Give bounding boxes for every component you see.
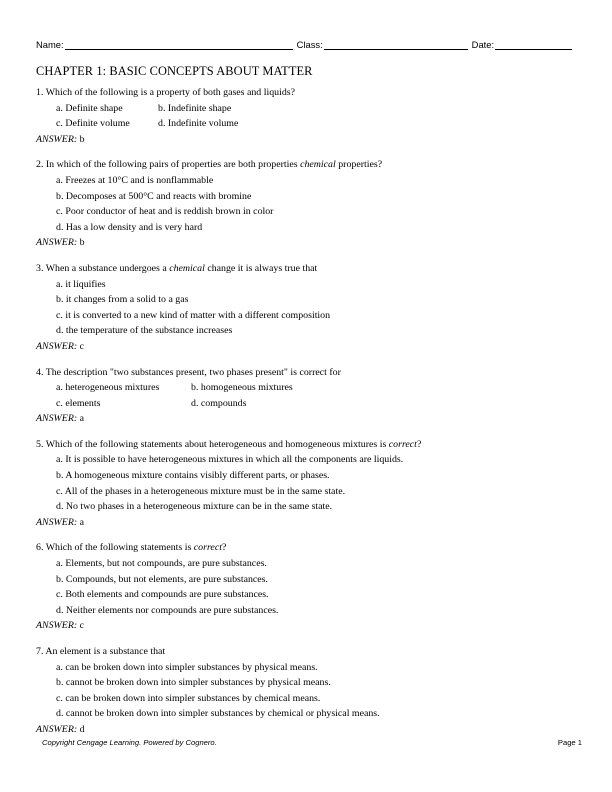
answer-value: c [79,620,84,632]
answer-value: a [79,413,84,425]
answer-line [36,618,578,634]
answer-line [36,132,578,148]
answer-line [36,411,578,427]
answer-label: ANSWER: [36,723,78,735]
question-stem: 4. The description "two substances present, two phases present" is correct for [36,366,341,378]
answer-label: ANSWER: [36,340,78,352]
option-b: b. A homogeneous mixture contains visibly different parts, or phases. [56,470,330,482]
answer-label: ANSWER: [36,413,78,425]
option-b: b. Compounds, but not elements, are pure substances. [56,573,268,585]
answer-label: ANSWER: [36,516,78,528]
question-2 [36,157,578,251]
option-c: c. Both elements and compounds are pure substances. [56,589,269,601]
option-c: c. elements [56,397,101,409]
question-stem: 1. Which of the following is a property of both gases and liquids? [36,87,295,98]
option-d: d. cannot be broken down into simpler substances by chemical or physical means. [56,708,380,720]
class-blank-line[interactable] [324,38,468,50]
answer-value: d [79,723,85,735]
answer-label: ANSWER: [36,133,78,145]
answer-label: ANSWER: [36,620,78,632]
question-6 [36,540,578,634]
date-label: Date: [471,39,495,50]
answer-label: ANSWER: [36,237,78,249]
option-row [36,396,578,412]
answer-value: a [79,516,84,528]
name-blank-line[interactable] [65,38,293,50]
option-a: a. Elements, but not compounds, are pure substances. [56,558,267,570]
option-row [36,101,578,117]
date-blank-line[interactable] [495,38,572,50]
question-4 [36,365,578,427]
question-3 [36,261,578,355]
worksheet-page [36,36,578,738]
option-d: d. Indefinite volume [158,118,239,130]
student-info-header [36,36,578,50]
option-d: d. Has a low density and is very hard [56,221,203,233]
option-b: b. Decomposes at 500°C and reacts with bromine [56,190,252,202]
option-c: c. it is converted to a new kind of matter with a different composition [56,309,331,321]
answer-value: b [79,237,85,249]
option-a: a. it liquifies [56,278,106,290]
option-row [36,380,578,396]
name-label: Name: [36,39,64,50]
question-stem: 5. Which of the following statements about heterogeneous and homogeneous mixtures is correct? [36,438,422,450]
answer-value: c [79,340,84,352]
answer-line [36,515,578,531]
answer-line [36,339,578,355]
question-7 [36,644,578,738]
option-d: d. Neither elements nor compounds are pure substances. [56,604,279,616]
option-a: a. can be broken down into simpler substances by physical means. [56,661,318,673]
answer-line [36,235,578,251]
answer-value: b [79,133,85,145]
option-c: c. Definite volume [56,118,130,130]
option-c: c. Poor conductor of heat and is reddish brown in color [56,206,274,218]
answer-line [36,722,578,738]
question-stem: 7. An element is a substance that [36,646,166,657]
page-number: Page 1 [557,738,582,747]
option-c: c. can be broken down into simpler substances by chemical means. [56,692,321,704]
class-label: Class: [296,39,323,50]
question-stem: 6. Which of the following statements is correct? [36,542,227,554]
option-b: b. cannot be broken down into simpler substances by physical means. [56,677,331,689]
option-d: d. No two phases in a heterogeneous mixture can be in the same state. [56,501,333,513]
question-5 [36,437,578,531]
chapter-title: CHAPTER 1: BASIC CONCEPTS ABOUT MATTER [36,64,313,78]
option-a: a. Freezes at 10°C and is nonflammable [56,174,214,186]
copyright-text: Copyright Cengage Learning. Powered by Cognero. [42,738,217,747]
question-stem: 3. When a substance undergoes a chemical change it is always true that [36,262,318,274]
option-a: a. heterogeneous mixtures [56,382,160,394]
option-b: b. homogeneous mixtures [191,382,293,394]
option-c: c. All of the phases in a heterogeneous mixture must be in the same state. [56,485,346,497]
option-row [36,116,578,132]
option-d: d. compounds [191,397,247,409]
option-b: b. it changes from a solid to a gas [56,294,189,306]
option-a: a. It is possible to have heterogeneous mixtures in which all the components are liquids. [56,454,404,466]
option-a: a. Definite shape [56,102,123,114]
question-1 [36,85,578,147]
option-b: b. Indefinite shape [158,102,232,114]
option-d: d. the temperature of the substance increases [56,325,233,337]
question-stem: 2. In which of the following pairs of properties are both properties chemical properties? [36,159,383,171]
page-footer [42,738,582,747]
